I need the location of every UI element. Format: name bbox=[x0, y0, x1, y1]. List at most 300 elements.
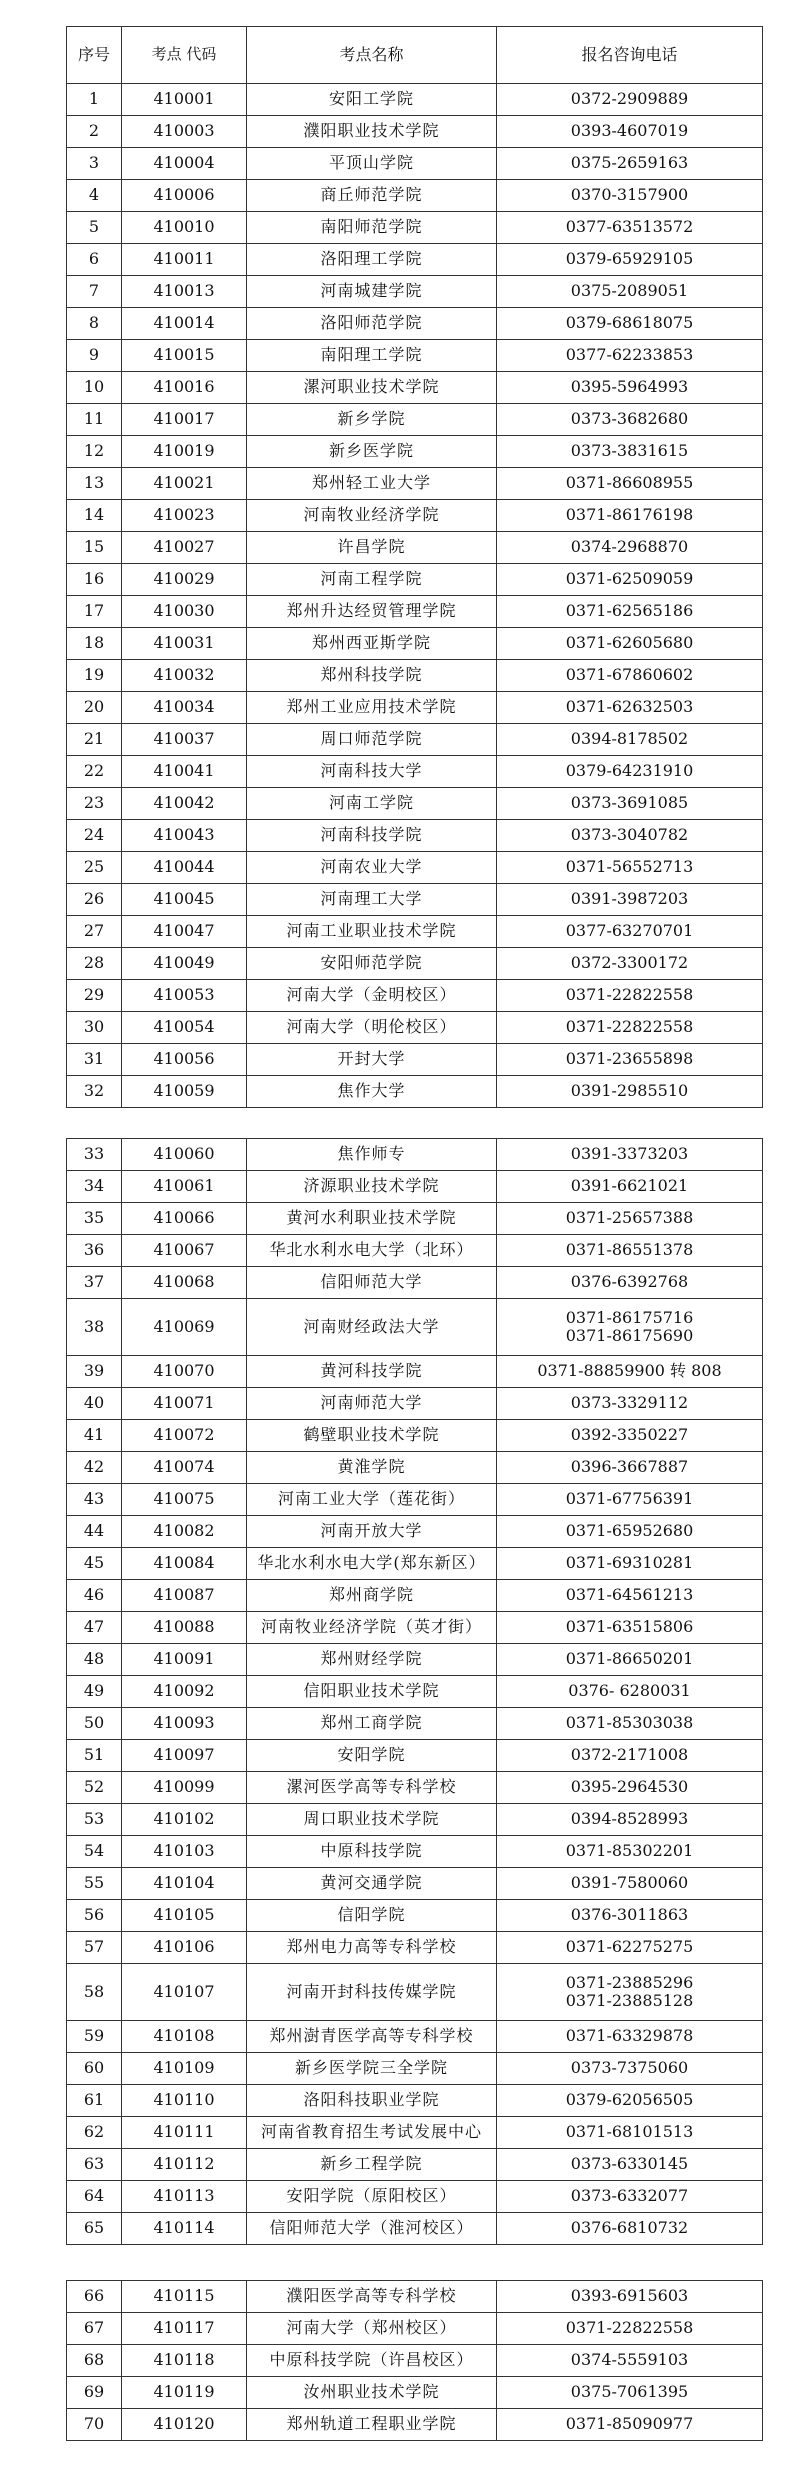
row-code: 410091 bbox=[122, 1644, 247, 1676]
row-seq: 56 bbox=[67, 1900, 122, 1932]
table-row bbox=[67, 1139, 763, 1171]
row-phone bbox=[497, 1964, 763, 2021]
row-seq: 48 bbox=[67, 1644, 122, 1676]
table-row bbox=[67, 2053, 763, 2085]
phone-number: 0371-85090977 bbox=[565, 2414, 694, 2434]
row-seq: 43 bbox=[67, 1484, 122, 1516]
phone-number: 0371-63329878 bbox=[565, 2026, 694, 2046]
table-row bbox=[67, 948, 763, 980]
row-site-name: 郑州西亚斯学院 bbox=[247, 628, 497, 660]
row-code: 410104 bbox=[122, 1868, 247, 1900]
row-seq: 61 bbox=[67, 2085, 122, 2117]
table-row bbox=[67, 2313, 763, 2345]
row-phone bbox=[497, 2281, 763, 2313]
table-row bbox=[67, 2409, 763, 2441]
row-code: 410043 bbox=[122, 820, 247, 852]
row-code: 410097 bbox=[122, 1740, 247, 1772]
row-code: 410109 bbox=[122, 2053, 247, 2085]
row-phone bbox=[497, 788, 763, 820]
header-phone: 报名咨询电话 bbox=[497, 27, 763, 84]
row-seq: 37 bbox=[67, 1267, 122, 1299]
table-row bbox=[67, 180, 763, 212]
row-site-name: 洛阳师范学院 bbox=[247, 308, 497, 340]
phone-number: 0371-62605680 bbox=[565, 633, 694, 653]
row-site-name: 安阳工学院 bbox=[247, 84, 497, 116]
table-row bbox=[67, 1612, 763, 1644]
phone-number: 0371-22822558 bbox=[565, 1017, 694, 1037]
phone-number: 0371-63515806 bbox=[565, 1617, 694, 1637]
table-row bbox=[67, 1171, 763, 1203]
phone-number: 0371-22822558 bbox=[565, 2318, 694, 2338]
row-phone bbox=[497, 1044, 763, 1076]
row-seq: 16 bbox=[67, 564, 122, 596]
table-row bbox=[67, 84, 763, 116]
table-row bbox=[67, 1964, 763, 2021]
row-code: 410006 bbox=[122, 180, 247, 212]
row-phone bbox=[497, 596, 763, 628]
row-site-name: 许昌学院 bbox=[247, 532, 497, 564]
phone-number: 0371-85303038 bbox=[565, 1713, 694, 1733]
row-code: 410023 bbox=[122, 500, 247, 532]
phone-number: 0371-23885296 bbox=[565, 1972, 694, 1992]
row-code: 410021 bbox=[122, 468, 247, 500]
row-seq: 29 bbox=[67, 980, 122, 1012]
phone-number: 0371-23655898 bbox=[565, 1049, 694, 1069]
row-seq: 34 bbox=[67, 1171, 122, 1203]
row-site-name: 郑州电力高等专科学校 bbox=[247, 1932, 497, 1964]
row-phone bbox=[497, 1612, 763, 1644]
phone-number: 0373-3691085 bbox=[570, 793, 689, 813]
table-row bbox=[67, 244, 763, 276]
row-seq: 27 bbox=[67, 916, 122, 948]
row-phone bbox=[497, 1708, 763, 1740]
row-site-name: 华北水利水电大学(郑东新区） bbox=[247, 1548, 497, 1580]
row-code: 410108 bbox=[122, 2021, 247, 2053]
table-row bbox=[67, 2149, 763, 2181]
table-row bbox=[67, 2281, 763, 2313]
phone-number: 0371-67860602 bbox=[565, 665, 694, 685]
row-phone bbox=[497, 1267, 763, 1299]
row-site-name: 郑州轨道工程职业学院 bbox=[247, 2409, 497, 2441]
row-seq: 41 bbox=[67, 1420, 122, 1452]
row-site-name: 周口职业技术学院 bbox=[247, 1804, 497, 1836]
row-seq: 10 bbox=[67, 372, 122, 404]
row-phone bbox=[497, 628, 763, 660]
row-site-name: 黄河水利职业技术学院 bbox=[247, 1203, 497, 1235]
phone-number: 0373-6330145 bbox=[570, 2154, 689, 2174]
row-seq: 22 bbox=[67, 756, 122, 788]
row-seq: 4 bbox=[67, 180, 122, 212]
row-code: 410120 bbox=[122, 2409, 247, 2441]
row-seq: 11 bbox=[67, 404, 122, 436]
row-phone bbox=[497, 660, 763, 692]
phone-number: 0371-68101513 bbox=[565, 2122, 694, 2142]
row-seq: 64 bbox=[67, 2181, 122, 2213]
row-phone bbox=[497, 820, 763, 852]
phone-number: 0372-2171008 bbox=[570, 1745, 689, 1765]
table-row bbox=[67, 2021, 763, 2053]
row-site-name: 郑州轻工业大学 bbox=[247, 468, 497, 500]
row-site-name: 漯河职业技术学院 bbox=[247, 372, 497, 404]
row-seq: 38 bbox=[67, 1299, 122, 1356]
row-seq: 67 bbox=[67, 2313, 122, 2345]
row-seq: 66 bbox=[67, 2281, 122, 2313]
row-code: 410029 bbox=[122, 564, 247, 596]
row-seq: 9 bbox=[67, 340, 122, 372]
table-row bbox=[67, 916, 763, 948]
exam-site-table-part-2 bbox=[66, 1138, 763, 2245]
row-seq: 36 bbox=[67, 1235, 122, 1267]
row-code: 410084 bbox=[122, 1548, 247, 1580]
row-site-name: 信阳职业技术学院 bbox=[247, 1676, 497, 1708]
phone-number: 0377-62233853 bbox=[565, 345, 694, 365]
row-phone bbox=[497, 1484, 763, 1516]
exam-site-table-part-1 bbox=[66, 26, 763, 1108]
row-site-name: 河南财经政法大学 bbox=[247, 1299, 497, 1356]
row-site-name: 华北水利水电大学（北环） bbox=[247, 1235, 497, 1267]
row-site-name: 南阳理工学院 bbox=[247, 340, 497, 372]
row-code: 410059 bbox=[122, 1076, 247, 1108]
row-seq: 40 bbox=[67, 1388, 122, 1420]
table-row bbox=[67, 1740, 763, 1772]
table-row bbox=[67, 2345, 763, 2377]
row-phone bbox=[497, 1676, 763, 1708]
row-seq: 45 bbox=[67, 1548, 122, 1580]
row-code: 410032 bbox=[122, 660, 247, 692]
row-phone bbox=[497, 1740, 763, 1772]
row-seq: 46 bbox=[67, 1580, 122, 1612]
row-phone bbox=[497, 948, 763, 980]
phone-number: 0371-86175716 bbox=[565, 1307, 694, 1327]
row-phone bbox=[497, 756, 763, 788]
row-seq: 6 bbox=[67, 244, 122, 276]
row-code: 410114 bbox=[122, 2213, 247, 2245]
row-phone bbox=[497, 532, 763, 564]
row-code: 410068 bbox=[122, 1267, 247, 1299]
row-phone bbox=[497, 1644, 763, 1676]
row-phone bbox=[497, 372, 763, 404]
table-row bbox=[67, 1932, 763, 1964]
row-seq: 35 bbox=[67, 1203, 122, 1235]
row-site-name: 郑州工业应用技术学院 bbox=[247, 692, 497, 724]
phone-number: 0374-5559103 bbox=[570, 2350, 689, 2370]
row-code: 410119 bbox=[122, 2377, 247, 2409]
row-seq: 70 bbox=[67, 2409, 122, 2441]
row-site-name: 信阳学院 bbox=[247, 1900, 497, 1932]
row-code: 410075 bbox=[122, 1484, 247, 1516]
phone-number: 0373-3682680 bbox=[570, 409, 689, 429]
row-site-name: 新乡工程学院 bbox=[247, 2149, 497, 2181]
row-site-name: 河南大学（明伦校区） bbox=[247, 1012, 497, 1044]
table-row bbox=[67, 1868, 763, 1900]
table-row bbox=[67, 1516, 763, 1548]
row-site-name: 黄淮学院 bbox=[247, 1452, 497, 1484]
phone-number: 0379-65929105 bbox=[565, 249, 694, 269]
row-code: 410113 bbox=[122, 2181, 247, 2213]
row-site-name: 平顶山学院 bbox=[247, 148, 497, 180]
row-phone bbox=[497, 2117, 763, 2149]
row-code: 410074 bbox=[122, 1452, 247, 1484]
table-row bbox=[67, 1836, 763, 1868]
table-row bbox=[67, 372, 763, 404]
row-phone bbox=[497, 1420, 763, 1452]
phone-number: 0371-67756391 bbox=[565, 1489, 694, 1509]
row-seq: 13 bbox=[67, 468, 122, 500]
table-row bbox=[67, 756, 763, 788]
row-seq: 24 bbox=[67, 820, 122, 852]
row-seq: 28 bbox=[67, 948, 122, 980]
row-site-name: 郑州商学院 bbox=[247, 1580, 497, 1612]
row-phone bbox=[497, 884, 763, 916]
table-row bbox=[67, 1772, 763, 1804]
row-phone bbox=[497, 916, 763, 948]
table-row bbox=[67, 1452, 763, 1484]
row-code: 410105 bbox=[122, 1900, 247, 1932]
table-row bbox=[67, 1267, 763, 1299]
table-row bbox=[67, 564, 763, 596]
row-code: 410118 bbox=[122, 2345, 247, 2377]
row-phone bbox=[497, 1299, 763, 1356]
row-code: 410082 bbox=[122, 1516, 247, 1548]
row-code: 410071 bbox=[122, 1388, 247, 1420]
row-code: 410112 bbox=[122, 2149, 247, 2181]
row-site-name: 新乡医学院 bbox=[247, 436, 497, 468]
table-row bbox=[67, 1076, 763, 1108]
phone-number: 0371-64561213 bbox=[565, 1585, 694, 1605]
table-row bbox=[67, 1708, 763, 1740]
row-seq: 60 bbox=[67, 2053, 122, 2085]
phone-number: 0372-3300172 bbox=[570, 953, 689, 973]
row-site-name: 河南大学（郑州校区） bbox=[247, 2313, 497, 2345]
row-site-name: 郑州工商学院 bbox=[247, 1708, 497, 1740]
row-seq: 49 bbox=[67, 1676, 122, 1708]
phone-number: 0376- 6280031 bbox=[568, 1681, 691, 1701]
table-row bbox=[67, 212, 763, 244]
table-row bbox=[67, 1644, 763, 1676]
table-row bbox=[67, 596, 763, 628]
row-site-name: 河南开封科技传媒学院 bbox=[247, 1964, 497, 2021]
row-code: 410014 bbox=[122, 308, 247, 340]
table-row bbox=[67, 660, 763, 692]
table-row bbox=[67, 532, 763, 564]
row-site-name: 开封大学 bbox=[247, 1044, 497, 1076]
row-phone bbox=[497, 1804, 763, 1836]
phone-number: 0371-23885128 bbox=[565, 1991, 694, 2010]
phone-number: 0392-3350227 bbox=[570, 1425, 689, 1445]
row-code: 410103 bbox=[122, 1836, 247, 1868]
table-row bbox=[67, 884, 763, 916]
row-phone bbox=[497, 2213, 763, 2245]
row-phone bbox=[497, 1388, 763, 1420]
table-row bbox=[67, 308, 763, 340]
row-site-name: 中原科技学院（许昌校区） bbox=[247, 2345, 497, 2377]
row-seq: 8 bbox=[67, 308, 122, 340]
phone-number: 0371-69310281 bbox=[565, 1553, 694, 1573]
row-phone bbox=[497, 2377, 763, 2409]
table-body-part-3 bbox=[67, 2281, 763, 2441]
row-code: 410117 bbox=[122, 2313, 247, 2345]
phone-number: 0376-6810732 bbox=[570, 2218, 689, 2238]
row-seq: 19 bbox=[67, 660, 122, 692]
row-code: 410017 bbox=[122, 404, 247, 436]
table-row bbox=[67, 148, 763, 180]
row-code: 410031 bbox=[122, 628, 247, 660]
table-row bbox=[67, 2213, 763, 2245]
row-code: 410061 bbox=[122, 1171, 247, 1203]
row-code: 410066 bbox=[122, 1203, 247, 1235]
table-row bbox=[67, 1484, 763, 1516]
phone-number: 0379-62056505 bbox=[565, 2090, 694, 2110]
phone-number: 0371-65952680 bbox=[565, 1521, 694, 1541]
row-site-name: 新乡学院 bbox=[247, 404, 497, 436]
row-code: 410106 bbox=[122, 1932, 247, 1964]
table-body-part-2 bbox=[67, 1139, 763, 2245]
phone-number: 0371-86650201 bbox=[565, 1649, 694, 1669]
row-seq: 63 bbox=[67, 2149, 122, 2181]
row-code: 410019 bbox=[122, 436, 247, 468]
row-phone bbox=[497, 1452, 763, 1484]
table-row bbox=[67, 852, 763, 884]
table-row bbox=[67, 2181, 763, 2213]
row-site-name: 河南大学（金明校区） bbox=[247, 980, 497, 1012]
row-phone bbox=[497, 180, 763, 212]
table-row bbox=[67, 1012, 763, 1044]
row-phone bbox=[497, 852, 763, 884]
row-code: 410053 bbox=[122, 980, 247, 1012]
table-row bbox=[67, 1356, 763, 1388]
row-site-name: 河南工程学院 bbox=[247, 564, 497, 596]
phone-number: 0370-3157900 bbox=[570, 185, 689, 205]
row-site-name: 濮阳职业技术学院 bbox=[247, 116, 497, 148]
table-row bbox=[67, 500, 763, 532]
row-phone bbox=[497, 724, 763, 756]
phone-number: 0395-2964530 bbox=[570, 1777, 689, 1797]
row-seq: 30 bbox=[67, 1012, 122, 1044]
row-phone bbox=[497, 1772, 763, 1804]
table-row bbox=[67, 1548, 763, 1580]
table-row bbox=[67, 2117, 763, 2149]
table-header-row bbox=[67, 27, 763, 84]
table-row bbox=[67, 1804, 763, 1836]
row-seq: 12 bbox=[67, 436, 122, 468]
row-site-name: 信阳师范大学（淮河校区） bbox=[247, 2213, 497, 2245]
row-seq: 17 bbox=[67, 596, 122, 628]
row-code: 410107 bbox=[122, 1964, 247, 2021]
row-code: 410042 bbox=[122, 788, 247, 820]
phone-number: 0371-62565186 bbox=[565, 601, 694, 621]
row-site-name: 濮阳医学高等专科学校 bbox=[247, 2281, 497, 2313]
row-phone bbox=[497, 116, 763, 148]
row-code: 410045 bbox=[122, 884, 247, 916]
row-site-name: 河南工学院 bbox=[247, 788, 497, 820]
table-row bbox=[67, 340, 763, 372]
phone-number: 0373-3040782 bbox=[570, 825, 689, 845]
row-phone bbox=[497, 1868, 763, 1900]
row-phone bbox=[497, 2021, 763, 2053]
row-site-name: 河南省教育招生考试发展中心 bbox=[247, 2117, 497, 2149]
row-site-name: 新乡医学院三全学院 bbox=[247, 2053, 497, 2085]
row-seq: 51 bbox=[67, 1740, 122, 1772]
phone-number: 0371-25657388 bbox=[565, 1208, 694, 1228]
row-site-name: 洛阳理工学院 bbox=[247, 244, 497, 276]
row-phone bbox=[497, 436, 763, 468]
row-code: 410072 bbox=[122, 1420, 247, 1452]
phone-number: 0371-62509059 bbox=[565, 569, 694, 589]
row-code: 410010 bbox=[122, 212, 247, 244]
table-row bbox=[67, 788, 763, 820]
phone-number: 0376-6392768 bbox=[570, 1272, 689, 1292]
row-code: 410088 bbox=[122, 1612, 247, 1644]
row-site-name: 河南科技大学 bbox=[247, 756, 497, 788]
phone-number: 0375-7061395 bbox=[570, 2382, 689, 2402]
table-row bbox=[67, 820, 763, 852]
row-code: 410115 bbox=[122, 2281, 247, 2313]
row-code: 410069 bbox=[122, 1299, 247, 1356]
row-site-name: 信阳师范大学 bbox=[247, 1267, 497, 1299]
table-row bbox=[67, 276, 763, 308]
row-code: 410110 bbox=[122, 2085, 247, 2117]
row-site-name: 河南城建学院 bbox=[247, 276, 497, 308]
row-phone bbox=[497, 1836, 763, 1868]
row-site-name: 河南工业大学（莲花街） bbox=[247, 1484, 497, 1516]
row-phone bbox=[497, 2345, 763, 2377]
row-seq: 23 bbox=[67, 788, 122, 820]
row-seq: 32 bbox=[67, 1076, 122, 1108]
row-site-name: 焦作大学 bbox=[247, 1076, 497, 1108]
row-seq: 47 bbox=[67, 1612, 122, 1644]
row-seq: 58 bbox=[67, 1964, 122, 2021]
row-phone bbox=[497, 84, 763, 116]
row-phone bbox=[497, 692, 763, 724]
row-site-name: 安阳学院 bbox=[247, 1740, 497, 1772]
row-seq: 3 bbox=[67, 148, 122, 180]
row-site-name: 郑州澍青医学高等专科学校 bbox=[247, 2021, 497, 2053]
table-row bbox=[67, 1203, 763, 1235]
table-row bbox=[67, 1420, 763, 1452]
row-seq: 59 bbox=[67, 2021, 122, 2053]
phone-number: 0371-62632503 bbox=[565, 697, 694, 717]
phone-number: 0376-3011863 bbox=[570, 1905, 689, 1925]
phone-number: 0375-2089051 bbox=[570, 281, 689, 301]
table-row bbox=[67, 468, 763, 500]
row-phone bbox=[497, 500, 763, 532]
row-phone bbox=[497, 340, 763, 372]
row-site-name: 郑州升达经贸管理学院 bbox=[247, 596, 497, 628]
row-seq: 20 bbox=[67, 692, 122, 724]
row-code: 410092 bbox=[122, 1676, 247, 1708]
phone-number: 0391-3373203 bbox=[570, 1144, 689, 1164]
row-site-name: 黄河交通学院 bbox=[247, 1868, 497, 1900]
row-site-name: 南阳师范学院 bbox=[247, 212, 497, 244]
header-code-line1: 考点 bbox=[151, 45, 182, 64]
row-seq: 18 bbox=[67, 628, 122, 660]
row-seq: 1 bbox=[67, 84, 122, 116]
row-code: 410030 bbox=[122, 596, 247, 628]
row-seq: 52 bbox=[67, 1772, 122, 1804]
phone-number: 0394-8178502 bbox=[570, 729, 689, 749]
row-code: 410054 bbox=[122, 1012, 247, 1044]
row-seq: 5 bbox=[67, 212, 122, 244]
row-phone bbox=[497, 1900, 763, 1932]
row-code: 410047 bbox=[122, 916, 247, 948]
phone-number: 0391-2985510 bbox=[570, 1081, 689, 1101]
table-row bbox=[67, 1676, 763, 1708]
row-phone bbox=[497, 308, 763, 340]
row-seq: 39 bbox=[67, 1356, 122, 1388]
phone-number: 0371-86608955 bbox=[565, 473, 694, 493]
row-code: 410027 bbox=[122, 532, 247, 564]
header-name: 考点名称 bbox=[247, 27, 497, 84]
